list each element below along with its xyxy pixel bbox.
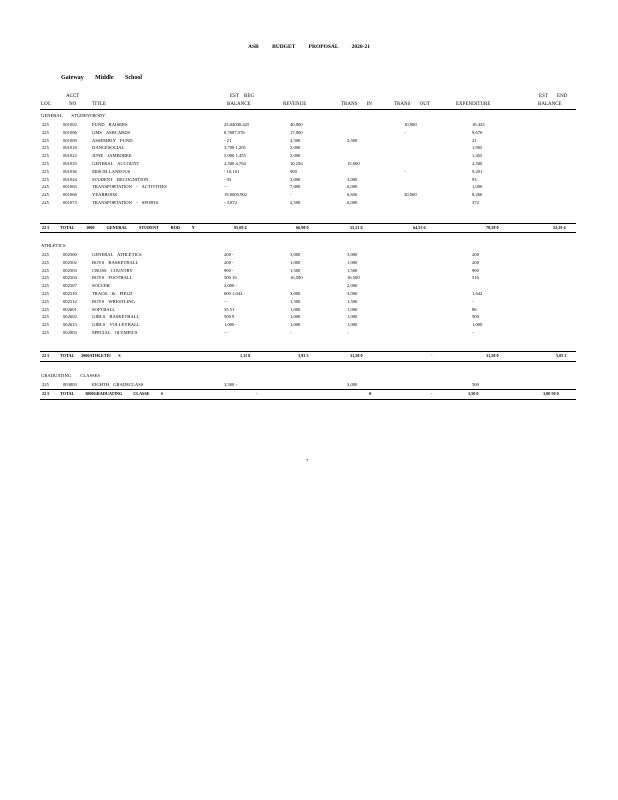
cell-in: 3,000 [347,291,358,296]
cell-rev: 5,000 [290,145,301,151]
cell-exp: 1,642 [472,291,483,296]
total-rule [40,223,576,224]
cell-in: 1,000 [347,259,358,265]
header-balance-end: BALANCE [538,102,562,107]
cell-exp: - [472,330,474,335]
cell-rev: 17,000 [290,129,303,135]
cell-beg: 200 - [224,259,234,265]
cell-title: GENERAL ATHLETICS [92,252,142,257]
cell-exp: 1,000 [472,184,483,190]
cell-rev: 1,000 [290,322,301,328]
cell-loc: 225 [42,306,49,312]
table-row [0,145,618,152]
cell-rev: 2,500 [290,137,301,143]
table-row [0,382,618,389]
section-title: GENERAL STUDENTBODY [41,113,106,118]
cell-loc: 225 [42,291,49,296]
table-row [0,192,618,199]
header-est-end: EST END [539,94,568,99]
cell-no: 002502 [63,259,77,265]
cell-no: 001006 [63,129,77,135]
cell-in: 3,000 [347,176,358,182]
total-label: TOTAL 1000 GENERAL STUDENT BOD Y [60,225,195,230]
cell-exp: 1,455 [472,153,483,159]
cell-no: 001018 [63,145,77,151]
cell-beg: 900 - [224,267,234,273]
cell-rev: - [290,192,292,198]
cell-title: MISCELLANEOUS [92,168,131,174]
cell-in: 1,500 [347,267,358,273]
cell-no: 003003 [63,382,77,387]
cell-in: 1,000 [347,322,358,328]
cell-beg: 19,0005,902 [224,192,247,198]
cell-title: EIGHTH GRADECLASS [92,382,144,387]
cell-rev: 5,000 [290,153,301,159]
cell-loc: 225 [42,137,49,143]
section-title: ATHLETICS [41,243,66,248]
cell-title: SPECIAL OLYMPICS [92,330,138,335]
cell-title: ASSEMBLY FUND [92,137,133,143]
total-rule [40,351,576,352]
section-total-row [0,353,618,360]
cell-exp: 500 [472,382,479,387]
cell-no: 001066 [63,192,77,198]
cell-no: 002503 [63,267,77,273]
table-row [0,291,618,298]
cell-loc: 225 [42,153,49,159]
cell-no: 002602 [63,314,77,320]
total-in: 31,50 0 [350,353,363,358]
cell-no: 001022 [63,153,77,159]
total-in: 55,21 6 [350,225,363,230]
cell-no: 002500 [63,252,77,257]
cell-exp: 516 [472,275,479,281]
cell-exp: 1,000 [472,322,483,328]
cell-rev: 1,500 [290,298,301,304]
cell-title: TRACK & FIELD [92,291,133,296]
cell-beg: 3,700 1,205 [224,145,246,151]
cell-beg: - - [224,184,229,190]
table-row [0,200,618,207]
total-end: 52,29 4 [553,225,566,230]
cell-no: 001065 [63,184,77,190]
table-row [0,177,618,184]
cell-beg: - 3,872 [224,200,238,205]
table-row [0,268,618,275]
cell-exp: 8,266 [472,192,483,198]
cell-loc: 225 [42,283,49,289]
section-total-row [0,391,618,398]
cell-beg: 2,500 4,764 [224,161,246,166]
cell-in: 1,500 [347,298,358,304]
table-row [0,153,618,160]
cell-beg: 8,7087,376 [224,129,245,135]
header-no: NO [69,102,77,107]
cell-in: 15,000 [347,161,360,166]
cell-in: 1,000 [347,306,358,312]
cell-beg: - 93 [224,176,232,182]
cell-loc: 225 [42,314,49,320]
cell-loc: 225 [42,145,49,151]
cell-title: BOYS WRESTLING [92,298,135,304]
cell-exp: - [472,298,474,304]
cell-exp: 200 [472,252,479,257]
cell-rev: 40,000 [290,122,303,127]
cell-exp: 21 [472,137,477,143]
page-number: 7 [306,458,309,463]
total-end: 3,00 50 0 [543,391,559,396]
cell-beg: 5,000 1,455 [224,153,246,159]
cell-loc: 225 [42,168,49,174]
cell-in: 3,000 [347,382,358,387]
total-rev: 3,93 5 [298,353,309,358]
table-row [0,314,618,321]
cell-exp: 9,676 [472,129,483,135]
cell-in: 6,656 [347,192,358,198]
cell-exp: 86 [472,306,477,312]
table-row [0,322,618,329]
cell-rev: 3,000 [290,176,301,182]
cell-beg: 3,500 - [224,382,238,387]
cell-no: 001035 [63,161,77,166]
cell-no: 002504 [63,275,77,281]
cell-loc: 225 [42,252,49,257]
school-name: Gateway Middle School [61,75,142,81]
cell-loc: 225 [42,259,49,265]
table-row [0,130,618,137]
cell-exp: 93 [472,176,477,182]
cell-title: BOYS BASKETBALL [92,259,139,265]
cell-rev: 7,000 [290,184,301,190]
header-title: TITLE [92,102,106,107]
cell-no: 001036 [63,168,77,174]
cell-loc: 225 [42,176,49,182]
cell-title: STUDENT RECOGNITION [92,176,149,182]
cell-beg: 1,000 - [224,322,238,328]
table-row [0,275,618,282]
table-row [0,184,618,191]
total-rule-bottom [40,399,576,400]
cell-loc: 225 [42,200,49,205]
cell-beg: 35 51 [224,306,235,312]
total-beg: 95,09 4 [234,225,247,230]
cell-no: 001044 [63,176,77,182]
cell-in: 16,500 [347,275,360,281]
table-row [0,283,618,290]
cell-out: 10,000 [404,122,417,127]
header-revenue: REVENUE [283,102,307,107]
cell-rev: 1,000 [290,314,301,320]
table-row [0,252,618,259]
cell-out: - [404,129,406,135]
table-row [0,138,618,145]
table-row [0,169,618,176]
cell-title: GENERAL ACCOUNT [92,161,140,166]
cell-exp: 9,201 [472,168,483,174]
cell-title: GMS ASBCARDS [92,129,131,135]
total-label: TOTAL 3000GRADUATING CLASSE S [60,391,163,396]
cell-title: JUNE JAMBOREE [92,153,132,159]
cell-beg: 23,04040,425 [224,122,250,127]
cell-out: - [404,168,406,174]
cell-in: 6,000 [347,200,358,205]
section-title: GRADUATING CLASSES [41,373,100,378]
cell-in: 1,000 [347,314,358,320]
cell-title: SOCCER [92,283,110,289]
cell-loc: 225 [42,298,49,304]
section-total-row [0,225,618,232]
total-exp: 31,50 0 [486,353,499,358]
total-loc: 22 5 [42,353,50,358]
total-loc: 22 5 [42,391,50,396]
cell-loc: 225 [42,330,49,335]
cell-no: 002613 [63,322,77,328]
cell-rev: 1,000 [290,306,301,312]
cell-title: GIRLS VOLLEYBALL [92,322,140,328]
total-rule [40,389,576,390]
cell-title: GIRLS BASKETBALL [92,314,140,320]
table-row [0,330,618,337]
cell-loc: 225 [42,184,49,190]
cell-exp: 509 [472,314,479,320]
cell-beg: 500 9 [224,314,235,320]
cell-in: - [347,330,349,335]
total-in: 0- [369,391,373,396]
total-out: 64,53 6 [413,225,426,230]
header-loc: LOC [41,102,51,107]
cell-rev: 10,256 [290,161,303,166]
cell-title: YEARBOOK [92,192,118,198]
cell-exp: 900 [472,267,479,273]
total-rev: 66,98 0 [296,225,309,230]
cell-exp: 18,425 [472,122,485,127]
total-label: TOTAL 2000ATHLETIC S [60,353,121,358]
cell-loc: 225 [42,161,49,166]
cell-no: 002512 [63,298,77,304]
cell-in: 6,000 [347,184,358,190]
cell-in: 3,000 [347,252,358,257]
cell-title: FUND RAISERS [92,122,128,127]
cell-loc: 225 [42,275,49,281]
total-exp: 78,58 0 [486,225,499,230]
header-est-beg: EST BEG [230,94,255,99]
cell-no: 001073 [63,200,77,205]
cell-in: 2,500 [347,137,358,143]
cell-no: 001009 [63,137,77,143]
table-row [0,161,618,168]
cell-beg: - 21 [224,137,232,143]
total-beg: - [256,391,258,396]
cell-beg: 500 16 [224,275,237,281]
page-title: ASB BUDGET PROPOSAL 2020-21 [248,44,370,50]
cell-title: TRANSPORTATION - ACTIVITIES [92,184,167,190]
total-exp: 3,50 0 [468,391,479,396]
cell-loc: 225 [42,122,49,127]
table-row [0,307,618,314]
total-beg: 1,11 8 [240,353,251,358]
cell-out: 20,000 [404,192,417,198]
header-balance: BALANCE [227,102,251,107]
cell-title: BOYS FOOTBALL [92,275,133,281]
cell-exp: 1,905 [472,145,483,151]
cell-no: 002903 [63,330,77,335]
total-out: - [431,353,433,358]
cell-title: DANCESOCIAL [92,145,125,151]
table-row [0,260,618,267]
cell-beg: - - [224,330,229,335]
total-out: - [431,391,433,396]
cell-title: CROSS COUNTRY [92,267,133,273]
cell-title: TRANSPORTATION - SPORTS [92,200,159,205]
cell-in: 2,000 [347,283,358,289]
cell-beg: 600 1,042 [224,291,243,296]
cell-exp: 372 [472,200,479,205]
header-acct: ACCT [66,94,80,99]
cell-title: SOFTBALL [92,306,116,312]
table-row [0,122,618,129]
cell-loc: 225 [42,192,49,198]
total-loc: 22 5 [42,225,50,230]
cell-loc: 225 [42,382,49,387]
cell-rev: 3,000 [290,252,301,257]
cell-loc: 225 [42,129,49,135]
table-row [0,299,618,306]
cell-rev: 2,500 [290,200,301,205]
cell-rev: 16,500 [290,275,303,281]
total-rule-bottom [40,232,576,233]
header-trans-in: TRANS IN [341,102,372,107]
cell-rev: - [290,330,292,335]
cell-beg: - - [224,298,229,304]
cell-no: 002601 [63,306,77,312]
header-trans-out: TRANS OUT [394,102,430,107]
cell-exp: 200 [472,259,479,265]
header-rule [40,109,576,110]
total-rule-bottom [40,361,576,362]
cell-no: 001002 [63,122,77,127]
cell-beg: 2,000 - [224,283,238,289]
cell-no: 002510 [63,291,77,296]
cell-rev: 900 [290,168,297,174]
cell-beg: 200 - [224,252,234,257]
cell-rev: 1,000 [290,259,301,265]
cell-rev: 3,000 [290,291,301,296]
cell-loc: 225 [42,267,49,273]
cell-loc: 225 [42,322,49,328]
cell-beg: - 10,101 [224,168,240,174]
cell-exp: 2,500 [472,161,483,166]
total-end: 5,05 3 [556,353,567,358]
cell-no: 002507 [63,283,77,289]
header-expenditure: EXPENDITURE [456,102,491,107]
cell-rev: 1,500 [290,267,301,273]
